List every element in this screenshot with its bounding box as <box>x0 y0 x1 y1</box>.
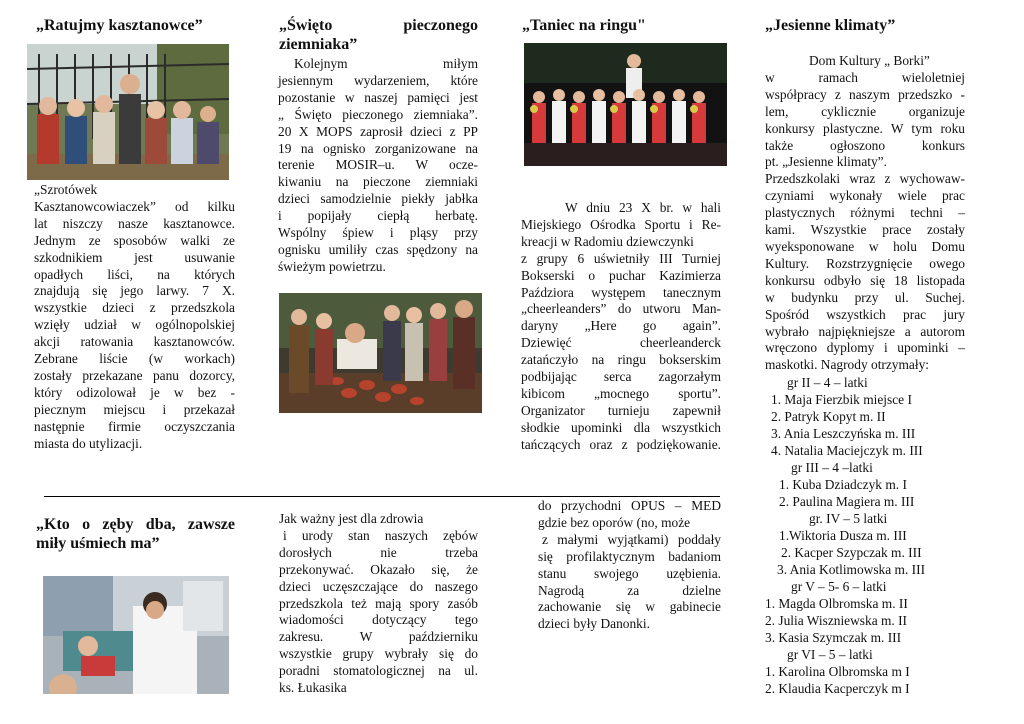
text-line: zostały przekazane panu dozorcy, <box>34 367 235 383</box>
text-line: kiwaniu na pieczone ziemniaki <box>278 174 478 190</box>
text-line: piecznym miejscu i przekazał <box>34 401 235 417</box>
prize-group-heading: gr. IV – 5 latki <box>809 511 888 526</box>
photo-children-at-fence <box>27 44 229 180</box>
text-line: Przedszkolaki wraz z wychowaw- <box>765 171 965 187</box>
text-line: plastycznych różnymi techni – <box>765 205 965 221</box>
prize-group-heading: gr II – 4 – latki <box>787 375 868 390</box>
text-line: miasta do utylizacji. <box>34 435 143 451</box>
text-line: tańczących oraz z podziękowanie. <box>521 436 721 452</box>
text-line: terenie MOSIR–u. W ocze- <box>278 157 478 173</box>
text-line: czyniami wykonały wiele prac <box>765 188 965 204</box>
text-line: wszystkie dzieci z przedszkola <box>34 300 235 316</box>
text-line: wyeksponowane w holu Domu <box>765 238 965 254</box>
text-line: Kasztanowcowiaczek” od kilku <box>34 198 235 214</box>
prize-group-heading: gr VI – 5 – latki <box>787 647 873 662</box>
text-line: kami. Wszystkie prace zostały <box>765 222 965 238</box>
text-line: z małymi wyjątkami) poddały <box>542 531 721 547</box>
text-line: opadłych liści, na których <box>34 266 235 282</box>
text-line: stanu swojego uzębienia. <box>538 565 721 581</box>
text-line: w ramach wieloletniej <box>765 69 965 85</box>
text-line: Kultury. Rozstrzygnięcie owego <box>765 255 965 271</box>
text-line: wybrało najpiękniejsze a autorom <box>765 323 965 339</box>
text-line: wręczono dyplomy i upominki – <box>765 340 965 356</box>
text-line: kibicom „mocnego sportu”. <box>521 385 721 401</box>
text-line: daryny „Here go again”. <box>521 318 721 334</box>
title-line: „Święto pieczonego <box>279 17 478 34</box>
text-line: współpracy z naszym przedszko - <box>765 86 965 102</box>
prize-entry: 4. Natalia Maciejczyk m. III <box>771 443 923 458</box>
text-line: maskotki. Nagrody otrzymały: <box>765 357 930 373</box>
text-line: także ogłoszono konkurs <box>765 137 965 153</box>
text-line: wzięły udział w ogólnopolskiej <box>34 317 235 333</box>
text-line: Wspólny śpiew i pląsy przy <box>278 225 478 241</box>
prize-entry: 2. Klaudia Kacperczyk m I <box>765 681 910 696</box>
text-line: Paździora występem tanecznym <box>521 284 721 300</box>
text-line: kreacji w Radomiu dziewczynki <box>521 233 694 249</box>
prize-entry: 1.Wiktoria Dusza m. III <box>779 528 907 543</box>
text-line: wiadomości dotyczący tego <box>279 612 478 628</box>
text-line: zachowanie się w gabinecie <box>538 599 721 615</box>
text-line: dzieci samodzielnie piekły jabłka <box>278 191 478 207</box>
prize-entry: 2. Kacper Szypczak m. III <box>781 545 922 560</box>
text-line: „ Święto pieczonego ziemniaka”. <box>278 106 478 122</box>
text-line: lem, cyklicznie organizuje <box>765 103 965 119</box>
text-line: poradni stomatologicznej na ul. <box>279 663 478 679</box>
text-line: Bokserski o puchar Kazimierza <box>521 267 721 283</box>
text-line: Miejskiego Ośrodka Sportu i Re- <box>521 216 721 232</box>
article-text-dance <box>521 200 721 454</box>
text-line: szkodnikiem jest usuwanie <box>34 249 235 265</box>
article-text-chestnuts <box>34 182 235 453</box>
prize-entry: 3. Kasia Szymczak m. III <box>765 630 902 645</box>
text-line: konkursy plastyczne. W tym roku <box>765 120 965 136</box>
text-line: Kolejnym miłym <box>294 56 478 71</box>
text-line: Dziewięć cheerleanderck <box>521 335 721 351</box>
text-line: „Szrotówek <box>34 182 98 197</box>
text-line: Zebrane liście (w workach) <box>34 351 235 367</box>
text-line: pozostanie w naszej pamięci jest <box>278 89 478 105</box>
text-line: konkursu odbyło się 18 listopada <box>765 272 965 288</box>
text-line: pt. „Jesienne klimaty”. <box>765 154 887 170</box>
article-title-dance: „Taniec na ringu" <box>522 17 646 34</box>
text-line: wszystkie grupy wybrały się do <box>279 646 478 662</box>
text-line: następnie firmie oczyszczania <box>34 418 235 434</box>
text-line: w budynku przy ul. Suchej. <box>765 289 965 305</box>
title-line: miły uśmiech ma” <box>36 535 160 552</box>
text-line: Jak ważny jest dla zdrowia <box>279 511 424 526</box>
prize-entry: 2. Patryk Kopyt m. II <box>771 409 886 424</box>
text-line: dzieci były Danonki. <box>538 616 650 632</box>
title-line: „Kto o zęby dba, zawsze <box>36 516 235 533</box>
text-line: zakresu. W październiku <box>279 629 478 645</box>
text-line: przekonywać. Okazało się, że <box>279 561 478 577</box>
text-line: lat niszczy nasze kasztanowce. <box>34 215 235 231</box>
text-line: który odizolował je w bez - <box>34 384 235 400</box>
text-line: zatańczyło na ringu bokserskim <box>521 352 721 368</box>
text-line: i urody stan naszych zębów <box>283 527 478 543</box>
text-line: „cheerleanders” do utworu Man- <box>521 301 721 317</box>
text-line: Jednym ze sposobów walki ze <box>34 232 235 248</box>
text-line: ognisku umiliły czas spędzony na <box>278 241 478 257</box>
text-line: W dniu 23 X br. w hali <box>565 200 721 215</box>
text-line: ks. Łukasika <box>279 680 347 696</box>
text-line: dorosłych nie trzeba <box>279 544 478 560</box>
text-line: przedszkola też mają spory zasób <box>279 595 478 611</box>
article-text-potato <box>278 56 478 276</box>
text-line: Dom Kultury „ Borki” <box>809 53 930 68</box>
section-divider <box>44 496 720 497</box>
text-line: Spośród wszystkich prac jury <box>765 306 965 322</box>
text-line: i popijały ciepłą herbatę. <box>278 208 478 224</box>
text-line: 20 X MOPS zaprosił dzieci z PP <box>278 123 478 139</box>
text-line: z grupy 6 uświetniły III Turniej <box>521 250 721 266</box>
article-text-teeth-part2 <box>538 498 721 633</box>
prize-group-heading: gr V – 5- 6 – latki <box>791 579 887 594</box>
prize-entry: 1. Maja Fierzbik miejsce I <box>771 392 912 407</box>
text-line: Organizator turnieju zapewnił <box>521 402 721 418</box>
text-line: się profilaktycznym badaniom <box>538 548 721 564</box>
article-title-autumn: „Jesienne klimaty” <box>765 17 896 34</box>
prize-entry: 1. Magda Olbromska m. II <box>765 596 908 611</box>
article-text-teeth-part1 <box>279 511 478 697</box>
article-text-autumn <box>765 53 965 374</box>
text-line: akcji ratowania kasztanowców. <box>34 334 235 350</box>
article-title-potato <box>279 16 478 54</box>
photo-bonfire-potatoes <box>279 293 482 413</box>
text-line: dzieci uczęszczające do naszego <box>279 578 478 594</box>
text-line: słodkie upominki dla wszystkich <box>521 419 721 435</box>
text-line: świeżym powietrzu. <box>278 258 386 274</box>
article-title-teeth <box>36 515 235 553</box>
photo-dentist-visit <box>43 576 229 694</box>
text-line: podbijając serca zagorzałym <box>521 369 721 385</box>
prize-entry: 3. Ania Leszczyńska m. III <box>771 426 916 441</box>
text-line: 19 na ognisko zorganizowane na <box>278 140 478 156</box>
prize-entry: 2. Julia Wiszniewska m. II <box>765 613 908 628</box>
prize-entry: 3. Ania Kotlimowska m. III <box>777 562 926 577</box>
prize-entry: 1. Kuba Dziadczyk m. I <box>779 477 907 492</box>
text-line: jesiennym wydarzeniem, które <box>278 72 478 88</box>
prize-entry: 2. Paulina Magiera m. III <box>779 494 915 509</box>
text-line: gdzie bez oporów (no, może <box>538 514 691 530</box>
prize-group-heading: gr III – 4 –latki <box>791 460 873 475</box>
text-line: Nagrodą za dzielne <box>538 582 721 598</box>
photo-cheerleaders <box>524 43 727 166</box>
text-line: do przychodni OPUS – MED <box>538 498 721 513</box>
prize-list <box>765 374 985 697</box>
article-title-chestnuts: „Ratujmy kasztanowce” <box>36 17 203 34</box>
prize-entry: 1. Karolina Olbromska m I <box>765 664 910 679</box>
title-line: ziemniaka” <box>279 36 358 53</box>
text-line: znajdują się jego larwy. 7 X. <box>34 283 235 299</box>
